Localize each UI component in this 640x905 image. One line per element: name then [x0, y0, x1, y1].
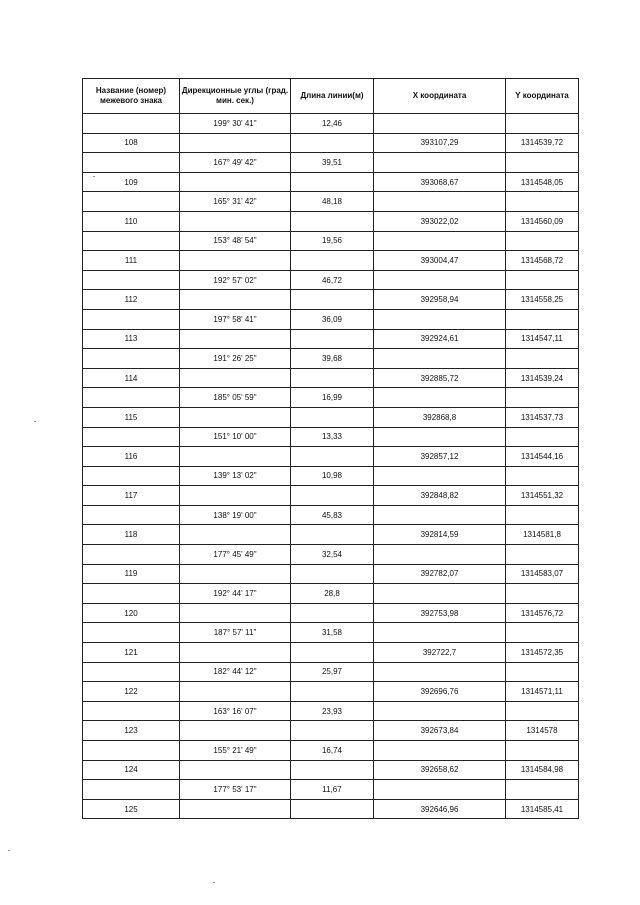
marker-name-cell: 111	[83, 251, 180, 271]
marker-name-cell: 110	[83, 211, 180, 231]
direction-angle-cell: 153° 48' 54"	[180, 231, 291, 251]
line-length-cell: 28,8	[291, 584, 374, 604]
direction-angle-cell	[180, 721, 291, 741]
marker-name-cell	[83, 349, 180, 369]
line-length-cell	[291, 447, 374, 467]
line-length-cell	[291, 486, 374, 506]
marker-name-cell: 117	[83, 486, 180, 506]
direction-angle-cell: 163° 16' 07"	[180, 701, 291, 721]
line-length-cell	[291, 251, 374, 271]
x-coordinate-cell	[374, 388, 506, 408]
y-coordinate-cell: 1314547,11	[506, 329, 579, 349]
marker-name-cell	[83, 192, 180, 212]
y-coordinate-cell	[506, 192, 579, 212]
y-coordinate-cell	[506, 584, 579, 604]
y-coordinate-cell	[506, 114, 579, 134]
table-row	[83, 270, 579, 290]
header-x-coordinate: X координата	[374, 79, 506, 114]
table-row	[83, 309, 579, 329]
table-header	[83, 79, 579, 114]
x-coordinate-cell	[374, 349, 506, 369]
table-row	[83, 701, 579, 721]
marker-name-cell: 113	[83, 329, 180, 349]
direction-angle-cell: 155° 21' 49"	[180, 741, 291, 761]
table-row	[83, 623, 579, 643]
x-coordinate-cell: 393068,67	[374, 172, 506, 192]
x-coordinate-cell	[374, 780, 506, 800]
line-length-cell: 39,68	[291, 349, 374, 369]
x-coordinate-cell	[374, 309, 506, 329]
marker-name-cell	[83, 114, 180, 134]
line-length-cell	[291, 721, 374, 741]
table-row	[83, 192, 579, 212]
direction-angle-cell: 165° 31' 42"	[180, 192, 291, 212]
x-coordinate-cell	[374, 427, 506, 447]
direction-angle-cell	[180, 564, 291, 584]
direction-angle-cell: 199° 30' 41"	[180, 114, 291, 134]
table-row	[83, 368, 579, 388]
direction-angle-cell: 177° 45' 49"	[180, 545, 291, 565]
table-row	[83, 114, 579, 134]
y-coordinate-cell: 1314576,72	[506, 603, 579, 623]
x-coordinate-cell	[374, 192, 506, 212]
x-coordinate-cell: 392868,8	[374, 407, 506, 427]
y-coordinate-cell: 1314551,32	[506, 486, 579, 506]
marker-name-cell: 114	[83, 368, 180, 388]
y-coordinate-cell: 1314571,11	[506, 682, 579, 702]
direction-angle-cell: 151° 10' 00"	[180, 427, 291, 447]
marker-name-cell	[83, 153, 180, 173]
direction-angle-cell	[180, 447, 291, 467]
marker-name-cell	[83, 427, 180, 447]
marker-name-cell: 120	[83, 603, 180, 623]
x-coordinate-cell	[374, 584, 506, 604]
table-row	[83, 741, 579, 761]
x-coordinate-cell	[374, 153, 506, 173]
y-coordinate-cell: 1314585,41	[506, 799, 579, 819]
x-coordinate-cell: 392722,7	[374, 643, 506, 663]
table-row	[83, 329, 579, 349]
line-length-cell	[291, 368, 374, 388]
line-length-cell: 12,46	[291, 114, 374, 134]
x-coordinate-cell: 392958,94	[374, 290, 506, 310]
y-coordinate-cell: 1314568,72	[506, 251, 579, 271]
header-marker-name: Название (номер) межевого знака	[83, 79, 180, 114]
x-coordinate-cell: 392753,98	[374, 603, 506, 623]
direction-angle-cell	[180, 760, 291, 780]
y-coordinate-cell	[506, 662, 579, 682]
direction-angle-cell: 187° 57' 11"	[180, 623, 291, 643]
header-direction-angles: Дирекционные углы (град. мин. сек.)	[180, 79, 291, 114]
x-coordinate-cell: 392782,07	[374, 564, 506, 584]
marker-name-cell	[83, 545, 180, 565]
line-length-cell	[291, 133, 374, 153]
x-coordinate-cell: 393022,02	[374, 211, 506, 231]
direction-angle-cell	[180, 682, 291, 702]
x-coordinate-cell	[374, 505, 506, 525]
x-coordinate-cell	[374, 545, 506, 565]
y-coordinate-cell	[506, 309, 579, 329]
table-row	[83, 388, 579, 408]
scan-speck	[34, 421, 36, 422]
table-row	[83, 211, 579, 231]
marker-name-cell	[83, 505, 180, 525]
direction-angle-cell: 192° 44' 17"	[180, 584, 291, 604]
direction-angle-cell: 167° 49' 42"	[180, 153, 291, 173]
x-coordinate-cell: 393107,29	[374, 133, 506, 153]
y-coordinate-cell	[506, 153, 579, 173]
line-length-cell	[291, 290, 374, 310]
table-row	[83, 564, 579, 584]
direction-angle-cell	[180, 799, 291, 819]
direction-angle-cell	[180, 211, 291, 231]
line-length-cell: 36,09	[291, 309, 374, 329]
marker-name-cell	[83, 231, 180, 251]
x-coordinate-cell: 392885,72	[374, 368, 506, 388]
marker-name-cell	[83, 662, 180, 682]
table-body	[83, 114, 579, 819]
x-coordinate-cell	[374, 701, 506, 721]
marker-name-cell	[83, 584, 180, 604]
line-length-cell: 31,58	[291, 623, 374, 643]
table-row	[83, 505, 579, 525]
x-coordinate-cell: 392696,76	[374, 682, 506, 702]
direction-angle-cell	[180, 486, 291, 506]
y-coordinate-cell	[506, 545, 579, 565]
scan-speck	[8, 850, 10, 851]
line-length-cell: 23,93	[291, 701, 374, 721]
direction-angle-cell	[180, 133, 291, 153]
line-length-cell	[291, 682, 374, 702]
table-row	[83, 447, 579, 467]
table-row	[83, 799, 579, 819]
direction-angle-cell: 138° 19' 00"	[180, 505, 291, 525]
table-row	[83, 153, 579, 173]
line-length-cell	[291, 799, 374, 819]
marker-name-cell: 112	[83, 290, 180, 310]
x-coordinate-cell: 392857,12	[374, 447, 506, 467]
line-length-cell: 10,98	[291, 466, 374, 486]
marker-name-cell: 125	[83, 799, 180, 819]
x-coordinate-cell	[374, 270, 506, 290]
y-coordinate-cell: 1314578	[506, 721, 579, 741]
y-coordinate-cell: 1314581,8	[506, 525, 579, 545]
table-row	[83, 525, 579, 545]
y-coordinate-cell	[506, 505, 579, 525]
direction-angle-cell	[180, 329, 291, 349]
direction-angle-cell: 139° 13' 02"	[180, 466, 291, 486]
line-length-cell: 32,54	[291, 545, 374, 565]
y-coordinate-cell: 1314560,09	[506, 211, 579, 231]
y-coordinate-cell	[506, 388, 579, 408]
marker-name-cell	[83, 780, 180, 800]
boundary-table-sheet	[82, 78, 578, 819]
x-coordinate-cell: 392924,61	[374, 329, 506, 349]
y-coordinate-cell	[506, 741, 579, 761]
line-length-cell: 25,97	[291, 662, 374, 682]
table-row	[83, 349, 579, 369]
table-row	[83, 760, 579, 780]
line-length-cell: 16,99	[291, 388, 374, 408]
table-row	[83, 466, 579, 486]
direction-angle-cell: 182° 44' 12"	[180, 662, 291, 682]
marker-name-cell: 119	[83, 564, 180, 584]
direction-angle-cell: 177° 53' 17"	[180, 780, 291, 800]
direction-angle-cell: 185° 05' 59"	[180, 388, 291, 408]
y-coordinate-cell: 1314544,16	[506, 447, 579, 467]
y-coordinate-cell	[506, 270, 579, 290]
table-row	[83, 172, 579, 192]
table-row	[83, 603, 579, 623]
marker-name-cell	[83, 623, 180, 643]
y-coordinate-cell	[506, 427, 579, 447]
table-row	[83, 407, 579, 427]
x-coordinate-cell: 392658,62	[374, 760, 506, 780]
table-row	[83, 780, 579, 800]
line-length-cell	[291, 564, 374, 584]
line-length-cell: 13,33	[291, 427, 374, 447]
direction-angle-cell	[180, 251, 291, 271]
y-coordinate-cell	[506, 701, 579, 721]
table-row	[83, 133, 579, 153]
line-length-cell: 46,72	[291, 270, 374, 290]
marker-name-cell	[83, 309, 180, 329]
line-length-cell	[291, 407, 374, 427]
line-length-cell: 48,18	[291, 192, 374, 212]
table-row	[83, 290, 579, 310]
y-coordinate-cell: 1314584,98	[506, 760, 579, 780]
marker-name-cell	[83, 741, 180, 761]
direction-angle-cell	[180, 603, 291, 623]
x-coordinate-cell	[374, 231, 506, 251]
line-length-cell: 16,74	[291, 741, 374, 761]
x-coordinate-cell: 392848,82	[374, 486, 506, 506]
y-coordinate-cell: 1314548,05	[506, 172, 579, 192]
line-length-cell	[291, 211, 374, 231]
marker-name-cell: 118	[83, 525, 180, 545]
scan-speck	[93, 176, 95, 177]
marker-name-cell: 121	[83, 643, 180, 663]
line-length-cell	[291, 760, 374, 780]
direction-angle-cell: 192° 57' 02"	[180, 270, 291, 290]
y-coordinate-cell	[506, 466, 579, 486]
y-coordinate-cell	[506, 780, 579, 800]
marker-name-cell: 124	[83, 760, 180, 780]
line-length-cell	[291, 329, 374, 349]
table-row	[83, 721, 579, 741]
marker-name-cell: 122	[83, 682, 180, 702]
line-length-cell: 39,51	[291, 153, 374, 173]
x-coordinate-cell: 392646,96	[374, 799, 506, 819]
table-row	[83, 682, 579, 702]
y-coordinate-cell	[506, 349, 579, 369]
line-length-cell	[291, 525, 374, 545]
header-y-coordinate: Y координата	[506, 79, 579, 114]
marker-name-cell: 115	[83, 407, 180, 427]
boundary-coordinates-table	[82, 78, 579, 819]
x-coordinate-cell: 393004,47	[374, 251, 506, 271]
direction-angle-cell	[180, 368, 291, 388]
line-length-cell	[291, 603, 374, 623]
table-row	[83, 643, 579, 663]
marker-name-cell: 109	[83, 172, 180, 192]
line-length-cell	[291, 643, 374, 663]
x-coordinate-cell	[374, 466, 506, 486]
direction-angle-cell	[180, 525, 291, 545]
table-row	[83, 231, 579, 251]
line-length-cell: 45,83	[291, 505, 374, 525]
x-coordinate-cell	[374, 623, 506, 643]
marker-name-cell	[83, 388, 180, 408]
marker-name-cell: 116	[83, 447, 180, 467]
direction-angle-cell: 191° 26' 25"	[180, 349, 291, 369]
y-coordinate-cell: 1314583,07	[506, 564, 579, 584]
line-length-cell: 11,67	[291, 780, 374, 800]
x-coordinate-cell: 392814,59	[374, 525, 506, 545]
y-coordinate-cell: 1314539,72	[506, 133, 579, 153]
scan-speck	[213, 882, 215, 883]
direction-angle-cell: 197° 58' 41"	[180, 309, 291, 329]
x-coordinate-cell	[374, 662, 506, 682]
table-row	[83, 251, 579, 271]
table-row	[83, 545, 579, 565]
line-length-cell	[291, 172, 374, 192]
y-coordinate-cell: 1314539,24	[506, 368, 579, 388]
marker-name-cell: 123	[83, 721, 180, 741]
marker-name-cell	[83, 701, 180, 721]
table-row	[83, 486, 579, 506]
y-coordinate-cell: 1314558,25	[506, 290, 579, 310]
direction-angle-cell	[180, 643, 291, 663]
y-coordinate-cell: 1314572,35	[506, 643, 579, 663]
direction-angle-cell	[180, 407, 291, 427]
direction-angle-cell	[180, 172, 291, 192]
table-row	[83, 584, 579, 604]
marker-name-cell: 108	[83, 133, 180, 153]
table-row	[83, 662, 579, 682]
marker-name-cell	[83, 466, 180, 486]
y-coordinate-cell	[506, 231, 579, 251]
marker-name-cell	[83, 270, 180, 290]
x-coordinate-cell	[374, 741, 506, 761]
y-coordinate-cell: 1314537,73	[506, 407, 579, 427]
x-coordinate-cell: 392673,84	[374, 721, 506, 741]
x-coordinate-cell	[374, 114, 506, 134]
y-coordinate-cell	[506, 623, 579, 643]
header-line-length: Длина линии(м)	[291, 79, 374, 114]
table-row	[83, 427, 579, 447]
line-length-cell: 19,56	[291, 231, 374, 251]
direction-angle-cell	[180, 290, 291, 310]
